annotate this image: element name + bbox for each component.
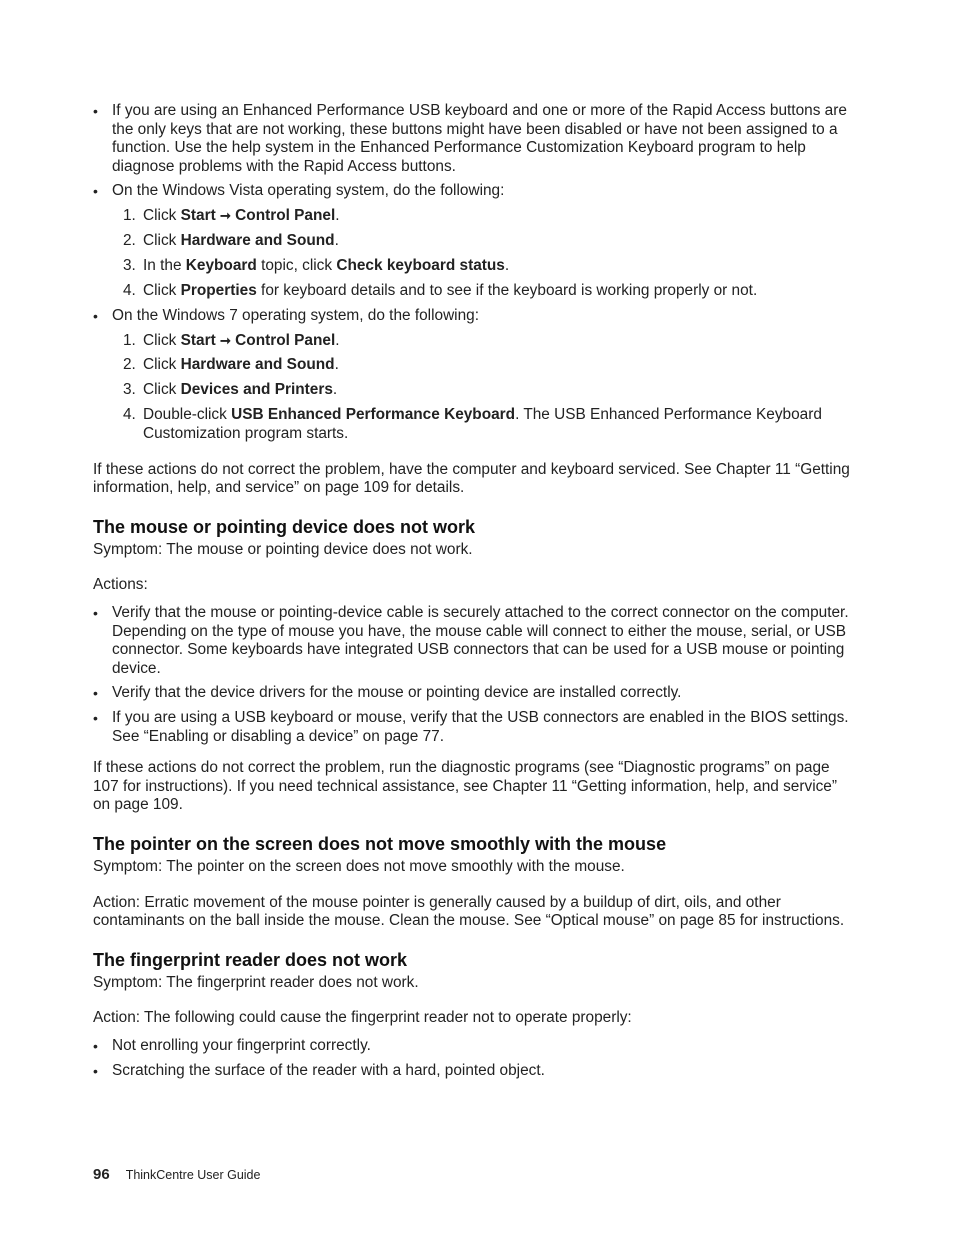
fingerprint-symptom: Symptom: The fingerprint reader does not work. xyxy=(93,973,419,991)
pointer-symptom: Symptom: The pointer on the screen does not move smoothly with the mouse. xyxy=(93,857,625,875)
win7-steps xyxy=(112,332,853,444)
list-item-vista: • On the Windows Vista operating system, do the following: 1. Click Start ➞ Control Panel. 2. Click Hardware and Sound. 3. In the Keyboard topic, click Check keyboard status. 4. Click Properties for keyboard details and to see if the keyboard is working properly or not. xyxy=(93,182,853,300)
page-number: 96 xyxy=(93,1166,110,1183)
keyboard-closing-paragraph: If these actions do not correct the problem, have the computer and keyboard serviced. See Chapter 11 “Getting information, help, and service” on page 109 for details. xyxy=(93,460,850,497)
step: 3. Click Devices and Printers. xyxy=(123,381,338,399)
vista-steps xyxy=(112,207,853,301)
fingerprint-causes-list xyxy=(93,1037,853,1080)
step: 4. Double-click USB Enhanced Performance Keyboard. The USB Enhanced Performance Keyboard Customization program starts. xyxy=(123,406,822,443)
mouse-actions-list xyxy=(93,604,853,746)
mouse-closing-paragraph: If these actions do not correct the problem, run the diagnostic programs (see “Diagnostic programs” on page 107 for instructions). If you need technical assistance, see Chapter 11 “Getting information, help, and service” on page 109. xyxy=(93,759,837,814)
step: 2. Click Hardware and Sound. xyxy=(123,356,339,374)
list-item: • Scratching the surface of the reader with a hard, pointed object. xyxy=(93,1062,853,1081)
mouse-symptom: Symptom: The mouse or pointing device does not work. xyxy=(93,540,473,558)
arrow-right-icon: ➞ xyxy=(219,207,231,223)
pointer-action: Action: Erratic movement of the mouse pointer is generally caused by a buildup of dirt, oils, and other contaminants on the ball inside the mouse. Clean the mouse. See “Optical mouse” on page 85 for instructions. xyxy=(93,893,845,930)
section-heading-pointer: The pointer on the screen does not move smoothly with the mouse xyxy=(93,833,667,854)
list-item: • Verify that the mouse or pointing-device cable is securely attached to the correct connector on the computer. Depending on the type of mouse you have, the mouse cable will connect to either the mouse, serial, or USB connector. Some keyboards have integrated USB connectors that can be used for a USB mouse or pointing device. xyxy=(93,604,853,678)
section-heading-mouse: The mouse or pointing device does not work xyxy=(93,516,476,537)
page-footer xyxy=(93,1165,260,1185)
step: 1. Click Start ➞ Control Panel. xyxy=(123,331,340,349)
step: 4. Click Properties for keyboard details and to see if the keyboard is working properly or not. xyxy=(123,281,758,299)
list-item-win7: • On the Windows 7 operating system, do the following: 1. Click Start ➞ Control Panel. 2. Click Hardware and Sound. 3. Click Devices and Printers. 4. Double-click USB Enhanced Performance Keyboard. The USB Enhanced Performance Keyboard Customization program starts. xyxy=(93,307,853,444)
list-item: • Not enrolling your fingerprint correctly. xyxy=(93,1037,853,1056)
list-item: • Verify that the device drivers for the mouse or pointing device are installed correctly. xyxy=(93,684,853,703)
page-content xyxy=(93,102,853,1086)
section-heading-fingerprint: The fingerprint reader does not work xyxy=(93,949,408,970)
step: 3. In the Keyboard topic, click Check keyboard status. xyxy=(123,256,510,274)
fingerprint-action: Action: The following could cause the fingerprint reader not to operate properly: xyxy=(93,1009,632,1027)
arrow-right-icon: ➞ xyxy=(219,332,231,348)
list-item: • If you are using an Enhanced Performance USB keyboard and one or more of the Rapid Access buttons are the only keys that are not working, these buttons might have been disabled or have not been assigned to a function. Use the help system in the Enhanced Performance Customization Keyboard program to help diagnose problems with the Rapid Access buttons. xyxy=(93,102,853,176)
document-title: ThinkCentre User Guide xyxy=(125,1168,261,1182)
list-item: • If you are using a USB keyboard or mouse, verify that the USB connectors are enabled in the BIOS settings. See “Enabling or disabling a device” on page 77. xyxy=(93,709,853,746)
mouse-actions-label: Actions: xyxy=(93,576,148,594)
keyboard-troubleshoot-list xyxy=(93,102,853,444)
step: 1. Click Start ➞ Control Panel. xyxy=(123,206,340,224)
step: 2. Click Hardware and Sound. xyxy=(123,231,339,249)
